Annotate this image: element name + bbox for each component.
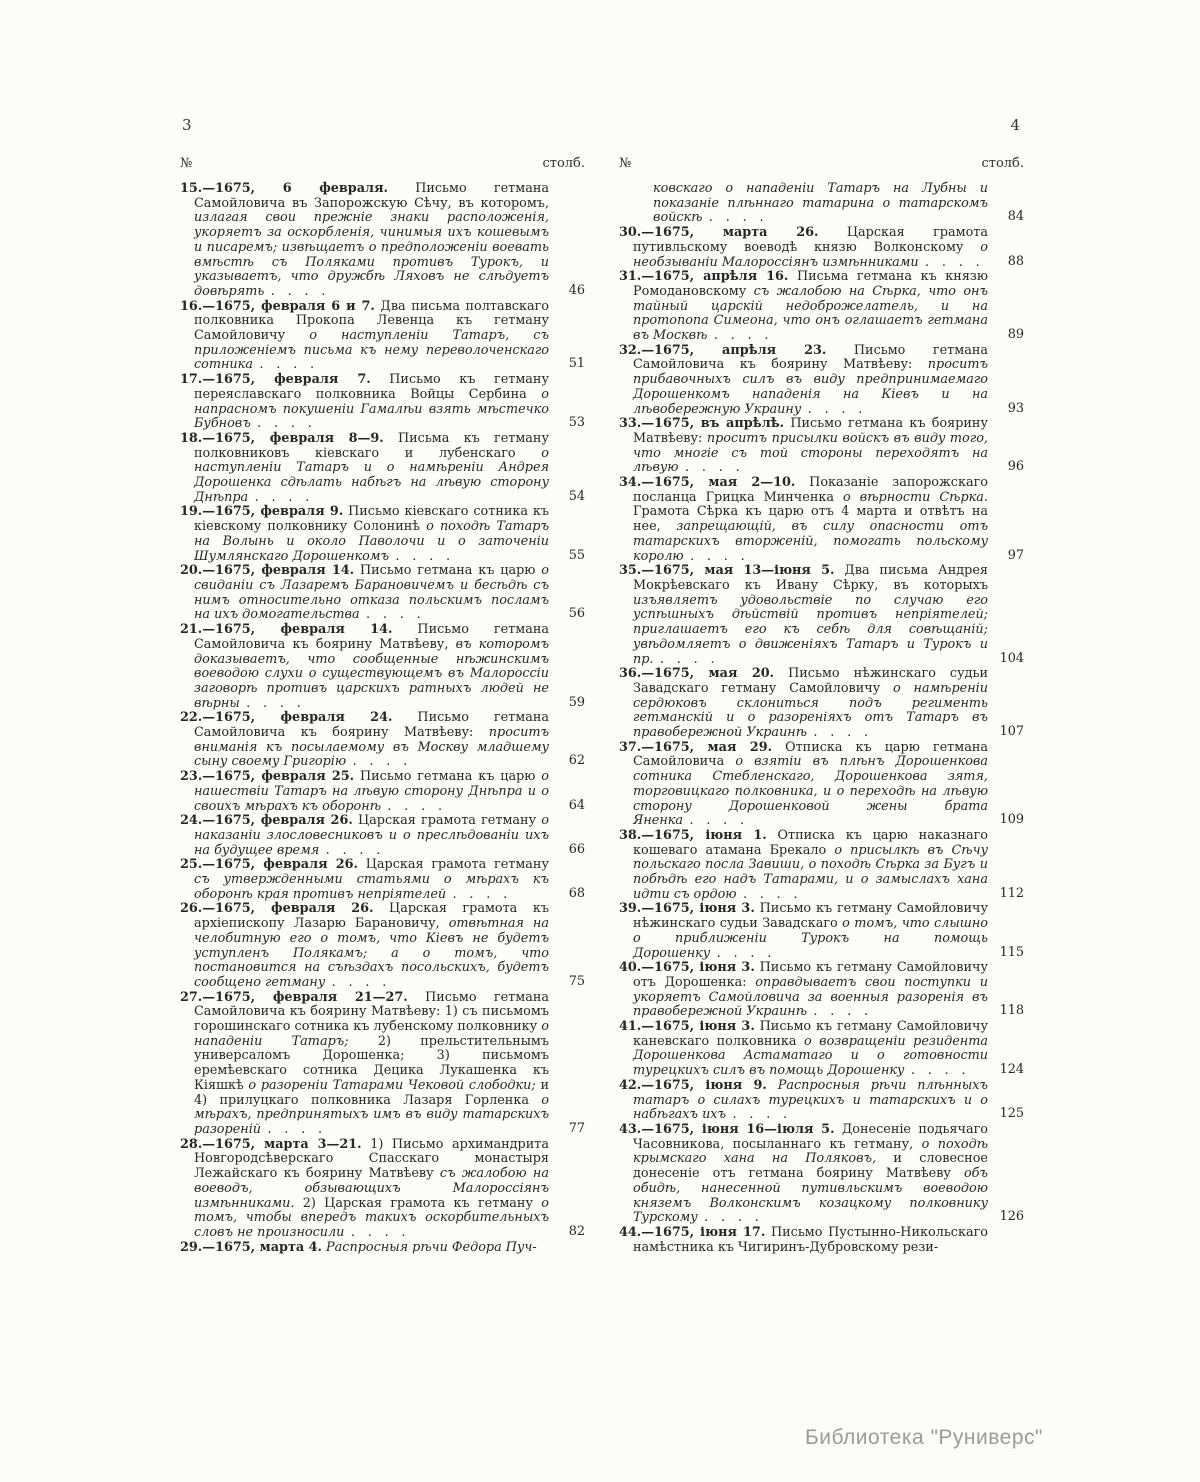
entry-text: о вѣрности Сѣрка. — [843, 489, 989, 505]
entry-number-date: 15.—1675, 6 февраля. — [180, 181, 388, 196]
dot-leader: . . . . — [683, 548, 745, 564]
entry-text: ковскаго о нападеніи Татаръ на Лубны и показаніе плѣннаго татарина о татарскомъ войскѣ — [653, 181, 988, 226]
dot-leader: . . . . — [736, 886, 798, 902]
entry-number-date: 40.—1675, іюня 3. — [619, 960, 755, 976]
toc-entry — [619, 344, 1024, 418]
column-number: 56 — [568, 606, 585, 622]
entry-number-date: 25.—1675, февраля 26. — [180, 857, 358, 873]
dot-leader: . . . . — [707, 328, 769, 344]
entry-number-date: 34.—1675, мая 2—10. — [619, 475, 796, 491]
column-number: 82 — [568, 1223, 585, 1239]
entry-number-date: 38.—1675, іюня 1. — [619, 827, 767, 843]
entry-number-date: 21.—1675, февраля 14. — [180, 622, 393, 638]
entry-number-date: 22.—1675, февраля 24. — [180, 710, 393, 726]
two-column-layout — [180, 156, 1024, 1255]
entry-text: проситъ вниманія къ посылаемому въ Москву младшему сыну своему Григорію — [194, 725, 549, 770]
dot-leader: . . . . — [904, 1063, 966, 1079]
dot-leader: . . . . — [252, 357, 315, 373]
entry-number-date: 42.—1675, іюня 9. — [619, 1077, 767, 1093]
header-stolb-label: столб. — [542, 156, 585, 171]
entry-text: Распросныя рѣчи плѣнныхъ татаръ о силахъ турецкихъ и татарскихъ и о набѣгахъ ихъ — [633, 1077, 988, 1123]
column-number: 68 — [568, 885, 585, 901]
entry-text: отвѣтная на челобитную его о томъ, что Кіевъ не будетъ уступленъ Полякамъ; а о томъ, что постановится на съѣздахъ посольскихъ, будетъ сообщено гетману — [194, 916, 549, 990]
dot-leader: . . . . — [807, 725, 869, 741]
entry-number-date: 29.—1675, марта 4. — [180, 1239, 322, 1255]
dot-leader: . . . . — [918, 254, 980, 270]
column-number: 124 — [999, 1062, 1024, 1078]
column-number: 66 — [568, 841, 585, 857]
entry-text: Царская грамота гетману — [352, 813, 542, 829]
entry-number-date: 23.—1675, февраля 25. — [180, 769, 355, 785]
entry-number-date: 43.—1675, іюня 16—іюля 5. — [619, 1122, 835, 1137]
dot-leader: . . . . — [359, 607, 421, 623]
entry-text: Письмо къ гетману Самойловичу отъ Дорошенка: — [633, 960, 988, 990]
dot-leader: . . . . — [807, 1004, 869, 1020]
column-number: 46 — [568, 282, 585, 298]
entry-text: о намѣреніи сердюковъ склониться подъ регименть гетманскій и о разореніяхъ отъ Татаръ въ правобережной Украинѣ — [633, 680, 989, 741]
entry-number-date: 27.—1675, февраля 21—27. — [180, 989, 408, 1005]
column-number: 59 — [568, 694, 585, 710]
toc-entry — [619, 1123, 1024, 1226]
toc-entry — [180, 505, 585, 564]
entry-text: Письмо къ гетману переяславскаго полковника Войцы Сербина — [194, 372, 549, 402]
toc-entry — [180, 1138, 585, 1241]
entry-text: Письмо гетмана къ боярину Матвѣеву: — [633, 416, 988, 446]
column-number: 93 — [1007, 400, 1024, 416]
toc-entry — [180, 300, 585, 374]
toc-entry — [619, 1020, 1024, 1079]
column-number: 118 — [999, 1003, 1024, 1019]
toc-entry — [180, 432, 585, 506]
entry-text: о нашествіи Татаръ на лѣвую сторону Днѣпра и о своихъ мѣрахъ къ оборонѣ — [194, 769, 549, 814]
toc-entry — [180, 623, 585, 711]
toc-entry — [180, 770, 585, 814]
entry-number-date: 16.—1675, февраля 6 и 7. — [180, 298, 375, 314]
entry-text: объ обидѣ, нанесенной путивльскимъ воеводою княземъ Волконскимъ козацкому полковнику Турскому — [633, 1166, 988, 1226]
entry-text: о мѣрахъ, предпринятыхъ имъ въ виду татарскихъ разореній — [194, 1092, 549, 1137]
column-number: 51 — [568, 356, 585, 372]
entry-text: о нападеніи Татаръ; — [194, 1019, 549, 1049]
header-stolb-label: столб. — [981, 156, 1024, 171]
column-number: 84 — [1007, 209, 1024, 225]
right-entries-list — [619, 182, 1024, 1255]
entry-text: Отписка къ царю наказнаго кошеваго атамана Брекало — [633, 827, 988, 858]
entry-number-date: 24.—1675, февраля 26. — [180, 813, 353, 829]
dot-leader: . . . . — [702, 210, 764, 226]
dot-leader: . . . . — [678, 460, 740, 476]
entry-number-date: 19.—1675, февраля 9. — [180, 504, 344, 520]
dot-leader: . . . . — [388, 548, 451, 564]
column-number: 109 — [999, 812, 1024, 828]
entry-number-date: 39.—1675, іюня 3. — [619, 901, 755, 917]
entry-text: съ жалобою на воеводъ, обзывающихъ Малороссіянъ измѣнниками. — [194, 1166, 549, 1211]
dot-leader: . . . . — [381, 798, 443, 814]
column-number: 54 — [568, 488, 585, 504]
entry-number-date: 17.—1675, февраля 7. — [180, 372, 371, 388]
entry-number-date: 31.—1675, апрѣля 16. — [619, 269, 789, 285]
toc-entry — [619, 961, 1024, 1020]
column-number: 77 — [568, 1121, 585, 1136]
column-number: 53 — [568, 415, 585, 431]
entry-text: Два письма полтавскаго полковника Прокопа Левенца къ гетману Самойловичу — [194, 298, 549, 344]
dot-leader: . . . . — [726, 1107, 788, 1123]
entry-text: Царская грамота путивльскому воеводѣ князю Волконскому — [633, 225, 988, 255]
toc-entry — [619, 741, 1024, 829]
entry-text: Письма гетмана къ князю Ромодановскому — [633, 269, 989, 299]
entry-text: Показаніе запорожскаго посланца Грицка Минченка — [633, 475, 988, 505]
entry-text: о напрасномъ покушеніи Гамалѣи взять мѣстечко Бубновъ — [194, 386, 549, 432]
entry-text: о походѣ Татаръ на Волынь и около Паволочи и о заточеніи Шумлянскаго Дорошенкомъ — [194, 519, 549, 564]
dot-leader: . . . . — [248, 489, 310, 505]
entry-number-date: 33.—1675, въ апрѣлѣ. — [619, 416, 785, 432]
entry-text: и 4) прилуцкаго полковника Лазаря Горленка — [194, 1077, 549, 1108]
entry-text: о возвращеніи резидента Дорошенкова Астаматаго и о готовности турецкихъ силъ въ помощь Дорошенку — [633, 1033, 988, 1079]
dot-leader: . . . . — [264, 283, 326, 299]
entry-number-date: 28.—1675, марта 3—21. — [180, 1136, 362, 1152]
entry-text: Письмо гетмана Самойловича къ боярину Матвѣеву: — [194, 710, 549, 741]
toc-entry — [619, 182, 1024, 226]
dot-leader: . . . . — [319, 842, 381, 858]
column-number: 62 — [568, 753, 585, 769]
left-column-header — [180, 156, 585, 171]
left-column — [180, 156, 585, 1255]
entry-text: изъявляетъ удовольствіе по случаю его успѣшныхъ дѣйствій противъ непріятелей; приглашаетъ его къ себѣ для совѣщаній; увѣдомляетъ о движеніяхъ Татаръ и Турокъ и пр. — [633, 592, 988, 667]
entry-text: о наступленіи Татаръ и о намѣреніи Андрея Дорошенка сдѣлать набѣгъ на лѣвую сторону Днѣпра — [194, 445, 549, 505]
toc-entry — [180, 182, 585, 300]
column-number: 75 — [568, 973, 585, 989]
entry-text: о походѣ крымскаго хана на Поляковъ, — [633, 1136, 988, 1167]
entry-text: о томъ, что слышно о приближеніи Турокъ на помощь Дорошенку — [633, 916, 989, 961]
entry-text: и словесное донесеніе отъ гетмана боярину Матвѣеву — [633, 1151, 988, 1182]
left-entries-list — [180, 182, 585, 1255]
entry-text: оправдываетъ свои поступки и укоряетъ Самойловича за военныя разоренія въ правобережной Украинѣ — [633, 974, 988, 1020]
toc-entry — [180, 564, 585, 623]
entry-text: о присылкѣ въ Сѣчу польскаго посла Завиши, о походѣ Сѣрка за Бугъ и побѣдѣ его надъ Татарами, и о замыслахъ хана идти съ ордою — [633, 842, 988, 902]
entry-text: о свиданіи съ Лазаремъ Барановичемъ и бесѣдѣ съ нимъ относительно отказа польскимъ посламъ на ихъ домогательства — [194, 563, 549, 623]
entry-text: о наступленіи Татаръ, съ приложеніемъ письма къ нему переволоченскаго сотника — [194, 328, 549, 373]
toc-entry — [180, 1241, 585, 1256]
dot-leader: . . . . — [653, 651, 715, 667]
dot-leader: . . . . — [683, 813, 745, 829]
column-number: 115 — [999, 944, 1024, 960]
column-number: 107 — [999, 724, 1024, 740]
dot-leader: . . . . — [697, 1210, 759, 1226]
entry-text: Письмо гетмана къ царю — [354, 769, 542, 785]
entry-number-date: 41.—1675, іюня 3. — [619, 1019, 755, 1035]
entry-number-date: 35.—1675, мая 13—іюня 5. — [619, 563, 835, 579]
entry-number-date: 37.—1675, мая 29. — [619, 739, 773, 755]
entry-text: Письмо кіевскаго сотника къ кіевскому полковнику Солонинѣ — [194, 504, 549, 535]
dot-leader: . . . . — [239, 695, 301, 711]
toc-entry — [180, 711, 585, 770]
entry-text: Письмо къ гетману Самойловичу нѣжинскаго судьи Завадскаго — [633, 901, 988, 932]
header-number-sign: № — [180, 156, 193, 171]
dot-leader: . . . . — [801, 401, 863, 417]
entry-text: Грамота Сѣрка къ царю отъ 4 марта и отвѣтъ на нее, — [633, 504, 988, 535]
entry-text: проситъ прибавочныхъ силъ въ виду предпринимаемаго Дорошенкомъ нападенія на Кіевъ и на лѣвобережную Украину — [633, 357, 988, 417]
toc-entry — [180, 991, 585, 1138]
dot-leader: . . . . — [710, 945, 772, 961]
toc-entry — [180, 902, 585, 990]
toc-entry — [619, 1079, 1024, 1123]
entry-text: Письмо гетмана Самойловича въ Запорожскую Сѣчу, въ которомъ, — [194, 181, 549, 211]
toc-entry — [619, 829, 1024, 903]
entry-number-date: 30.—1675, марта 26. — [619, 225, 819, 241]
toc-entry — [619, 270, 1024, 344]
entry-text: въ которомъ доказываетъ, что сообщенные нѣжинскимъ воеводою слухи о существующемъ въ Малороссіи заговорѣ противъ царскихъ ратныхъ людей не вѣрны — [194, 636, 550, 711]
entry-text: запрещающій, въ силу опасности отъ татарскихъ вторженій, помогать польскому королю — [633, 519, 988, 564]
entry-number-date: 32.—1675, апрѣля 23. — [619, 342, 827, 358]
dot-leader: . . . . — [446, 886, 508, 902]
column-number: 97 — [1007, 547, 1024, 563]
entry-text: проситъ присылки войскъ въ виду того, что многіе съ той стороны переходятъ на лѣвую — [633, 430, 988, 476]
entry-text: Письмо Пустынно-Никольскаго намѣстника къ Чигиринъ-Дубровскому рези- — [633, 1224, 988, 1255]
entry-text: 1) Письмо архимандрита Новгородсѣверскаго Спасскаго монастыря Лежайскаго къ боярину Матвѣеву — [194, 1136, 549, 1182]
right-column-header — [619, 156, 1024, 171]
entry-text: о наказаніи злословесниковъ и о преслѣдованіи ихъ на будущее время — [194, 813, 549, 858]
entry-text: о разореніи Татарами Чековой слободки; — [248, 1077, 536, 1093]
entry-text: Письмо нѣжинскаго судьи Завадскаго гетману Самойловичу — [633, 666, 988, 696]
column-number: 89 — [1007, 327, 1024, 343]
entry-text: излагая свои прежніе знаки расположенія, укоряетъ за оскорбленія, чинимыя ихъ кошевымъ и писаремъ; извѣщаетъ о предположеніи воевать вмѣстѣ съ Поляками противъ Турокъ, и указываетъ, что дружбѣ Ляховъ не слѣдуетъ довѣрять — [194, 210, 549, 299]
entry-text: съ утвержденными статьями о мѣрахъ къ оборонѣ края противъ непріятелей — [194, 872, 549, 902]
dot-leader: . . . . — [325, 974, 387, 990]
entry-text: Царская грамота къ архіепископу Лазарю Барановичу, — [194, 901, 549, 932]
dot-leader: . . . . — [344, 1224, 406, 1240]
column-number: 125 — [999, 1106, 1024, 1122]
column-number: 126 — [999, 1209, 1024, 1225]
entry-text: Письмо гетмана къ царю — [354, 563, 542, 579]
page-number-left: 3 — [182, 116, 192, 134]
entry-text: Царская грамота гетману — [357, 857, 549, 873]
toc-entry — [180, 373, 585, 432]
entry-text: 2) прельстительнымъ универсаломъ Дорошенка; 3) письмомъ еремѣевскаго сотника Децика Лукашенка къ Кіяшкѣ — [194, 1033, 549, 1093]
entry-text: Распросныя рѣчи Федора Пуч- — [321, 1239, 537, 1255]
entry-number-date: 44.—1675, іюня 17. — [619, 1224, 766, 1240]
dot-leader: . . . . — [250, 416, 312, 432]
toc-entry — [619, 226, 1024, 270]
entry-text: Письмо къ гетману Самойловичу каневскаго полковника — [633, 1019, 988, 1049]
toc-entry — [619, 1226, 1024, 1255]
entry-number-date: 26.—1675, февраля 26. — [180, 901, 374, 917]
scanned-page — [180, 116, 1024, 1255]
dot-leader: . . . . — [261, 1122, 323, 1137]
toc-entry — [619, 476, 1024, 564]
toc-entry — [619, 417, 1024, 476]
entry-text: о томъ, чтобы впередъ такихъ оскорбительныхъ словъ не произносили — [194, 1195, 549, 1240]
column-number: 104 — [999, 650, 1024, 666]
entry-text: Письмо гетмана Самойловича къ боярину Матвѣеву: — [633, 342, 989, 373]
right-column — [619, 156, 1024, 1255]
entry-text: Письмо гетмана Самойловича къ боярину Матвѣеву: 1) съ письмомъ горошинскаго сотника къ лубенскому полковнику — [194, 989, 550, 1035]
column-number: 112 — [999, 885, 1024, 901]
toc-entry — [180, 858, 585, 902]
entry-text: Письма къ гетману полковниковъ кіевскаго и лубенскаго — [194, 430, 549, 461]
entry-text: Два письма Андрея Мокрѣевскаго къ Ивану Сѣрку, въ которыхъ — [633, 563, 988, 593]
column-number: 96 — [1007, 459, 1024, 475]
toc-entry — [619, 902, 1024, 961]
column-number: 64 — [568, 797, 585, 813]
entry-text: Донесеніе подьячаго Часовникова, посыланнаго къ гетману, — [633, 1122, 988, 1152]
toc-entry — [619, 667, 1024, 741]
entry-number-date: 20.—1675, февраля 14. — [180, 563, 355, 579]
entry-text: съ жалобою на Сѣрка, что онъ тайный царскій недоброжелатель, и на протопопа Симеона, что онъ оглашаетъ гетмана въ Москвѣ — [633, 283, 988, 344]
dot-leader: . . . . — [346, 754, 408, 770]
column-number: 55 — [568, 547, 585, 563]
entry-number-date: 36.—1675, мая 20. — [619, 666, 775, 682]
toc-entry — [619, 564, 1024, 667]
page-number-right: 4 — [1010, 116, 1020, 134]
entry-text: Письмо гетмана Самойловича къ боярину Матвѣеву, — [194, 622, 549, 652]
header-number-sign: № — [619, 156, 632, 171]
entry-text: о необзываніи Малороссіянъ измѣнниками — [633, 239, 988, 270]
entry-number-date: 18.—1675, февраля 8—9. — [180, 430, 384, 446]
column-number: 88 — [1007, 253, 1024, 269]
entry-text: 2) Царская грамота къ гетману — [294, 1195, 542, 1211]
runivers-watermark: Библиотека "Руниверс" — [804, 1426, 1043, 1449]
toc-entry — [180, 814, 585, 858]
entry-text: о взятіи въ плѣнъ Дорошенкова сотника Стебленскаго, Дорошенкова зятя, торговицкаго полковника, и о переходѣ на лѣвую сторону Дорошенковой жены брата Яненка — [633, 754, 989, 829]
entry-text: Отписка къ царю гетмана Самойловича — [633, 739, 989, 770]
